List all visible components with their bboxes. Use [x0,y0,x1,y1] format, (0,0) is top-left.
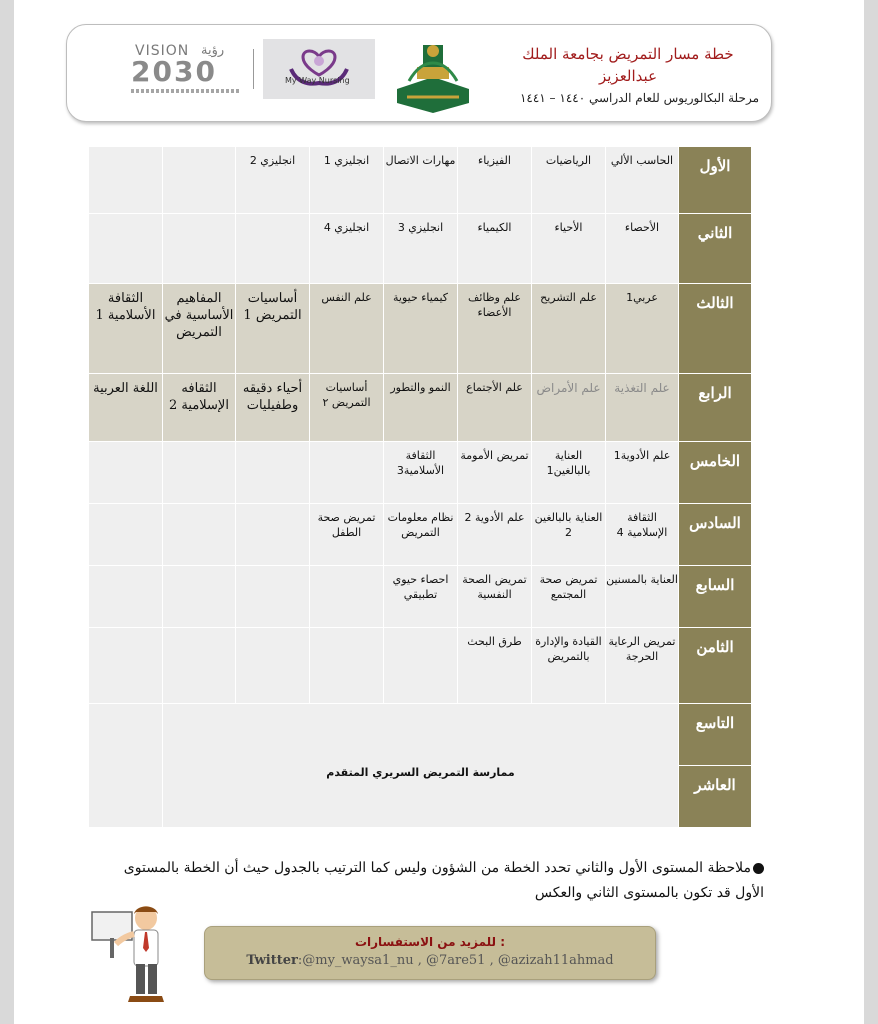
course-cell: عربي1 [606,284,679,374]
course-cell: أساسيات التمريض ٢ [310,374,384,442]
course-cell: احصاء حيوي تطبيقي [384,566,458,628]
logo-divider [253,49,254,89]
course-cell: علم النفس [310,284,384,374]
course-cell [89,442,163,504]
level-label: الثاني [679,214,752,284]
level-label: السادس [679,504,752,566]
header-banner [66,24,772,122]
study-plan-table [88,146,752,828]
bullet-icon [753,863,764,874]
course-cell: العناية بالبالغين 2 [532,504,606,566]
course-cell: اللغة العربية [89,374,163,442]
plan-note [104,856,764,906]
course-cell: علم الأمراض [532,374,606,442]
course-cell: القيادة والإدارة بالتمريض [532,628,606,704]
course-cell [89,566,163,628]
presenter-man-illustration [90,904,172,1004]
course-cell: الثقافة الأسلامية 1 [89,284,163,374]
course-cell: نظام معلومات التمريض [384,504,458,566]
header-title-line1: خطة مسار التمريض بجامعة الملك [522,45,734,63]
course-cell [384,628,458,704]
contact-title: للمزيد من الاستفسارات : [354,935,506,949]
course-cell: الكيمياء [458,214,532,284]
course-cell: أحياء دقيقه وطفيليات [236,374,310,442]
course-cell: كيمياء حيوية [384,284,458,374]
contact-box [204,926,656,980]
course-cell: الثقافة الأسلامية3 [384,442,458,504]
course-cell: المفاهيم الأساسية في التمريض [163,284,236,374]
course-cell [310,442,384,504]
level-label: الثالث [679,284,752,374]
course-cell: انجليزي 1 [310,147,384,214]
blank-cell [89,704,163,828]
header-subtitle: مرحلة البكالوريوس للعام الدراسي ١٤٤٠ – ١٤٤١ [519,91,759,105]
course-cell [89,214,163,284]
course-cell: طرق البحث [458,628,532,704]
course-cell: انجليزي 3 [384,214,458,284]
level-label: العاشر [679,766,752,828]
plan-row [89,442,752,504]
course-cell: العناية بالمسنين [606,566,679,628]
vision-arabic: رؤية [201,43,225,58]
contact-handles [205,953,655,968]
plan-row [89,284,752,374]
course-cell: أساسيات التمريض 1 [236,284,310,374]
plan-row [89,504,752,566]
course-cell: الأحصاء [606,214,679,284]
course-cell [163,147,236,214]
course-cell [236,566,310,628]
my-way-nursing-logo [263,39,375,99]
plan-row [89,566,752,628]
course-cell [163,628,236,704]
course-cell: الحاسب الألي [606,147,679,214]
course-cell [236,628,310,704]
level-label: الثامن [679,628,752,704]
plan-row [89,628,752,704]
course-cell: العناية بالبالغين1 [532,442,606,504]
plan-row [89,374,752,442]
course-cell: علم وظائف الأعضاء [458,284,532,374]
course-cell: الأحياء [532,214,606,284]
level-label: الرابع [679,374,752,442]
kau-university-logo [387,37,479,117]
course-cell: علم الأجتماع [458,374,532,442]
course-cell [89,628,163,704]
course-cell [163,214,236,284]
vision-year: 2030 [131,55,217,88]
course-cell [310,566,384,628]
logo-my-way-text: My Way Nursing [285,76,350,85]
course-cell: مهارات الاتصال [384,147,458,214]
vision-word: VISION [135,43,190,59]
header-title-line2: عبدالعزيز [598,67,658,85]
course-cell [89,147,163,214]
course-cell: تمريض الرعاية الحرجة [606,628,679,704]
plan-row [89,214,752,284]
vision-2030-logo [127,43,251,99]
plan-row [89,704,752,766]
course-cell: الثقافه الإسلامية 2 [163,374,236,442]
vision-underline [131,89,241,93]
level-label: الخامس [679,442,752,504]
course-cell: الرياضيات [532,147,606,214]
course-cell [236,504,310,566]
twitter-label: Twitter [246,953,298,968]
course-cell [236,442,310,504]
merged-course-cell: ممارسة التمريض السريري المتقدم [163,704,679,828]
course-cell [236,214,310,284]
course-cell: الفيزياء [458,147,532,214]
course-cell [310,628,384,704]
course-cell: تمريض الصحة النفسية [458,566,532,628]
course-cell [163,504,236,566]
course-cell: تمريض الأمومة [458,442,532,504]
course-cell: علم الأدوية 2 [458,504,532,566]
level-label: الأول [679,147,752,214]
course-cell: علم التشريح [532,284,606,374]
course-cell: تمريض صحة الطفل [310,504,384,566]
course-cell: تمريض صحة المجتمع [532,566,606,628]
level-label: السابع [679,566,752,628]
document-page [14,0,864,1024]
course-cell: النمو والتطور [384,374,458,442]
plan-row [89,147,752,214]
level-label: التاسع [679,704,752,766]
course-cell: علم التغذية [606,374,679,442]
course-cell: الثقافة الإسلامية 4 [606,504,679,566]
course-cell: انجليزي 4 [310,214,384,284]
plan-note-text: ملاحظة المستوى الأول والثاني تحدد الخطة من الشؤون وليس كما الترتيب بالجدول حيث أن الخطة بالمستوى الأول قد تكون بالمستوى الثاني والعكس [123,860,764,901]
course-cell [163,566,236,628]
course-cell: انجليزي 2 [236,147,310,214]
course-cell: علم الأدوية1 [606,442,679,504]
twitter-handles[interactable]: :@my_waysa1_nu , @7are51 , @azizah11ahmad [297,953,614,968]
course-cell [163,442,236,504]
course-cell [89,504,163,566]
